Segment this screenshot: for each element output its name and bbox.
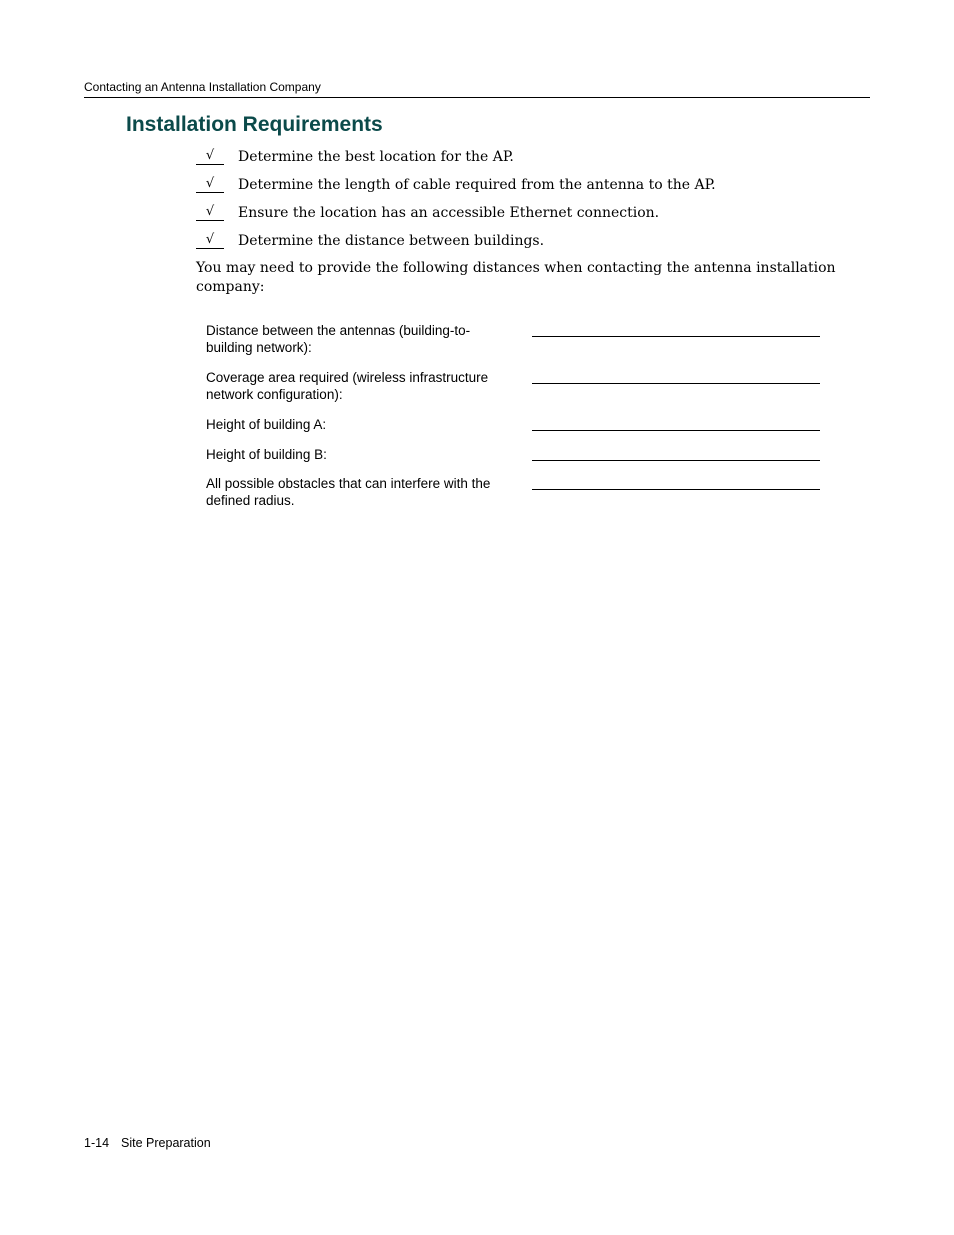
form-row-label: Distance between the antennas (building-to-building network): (206, 323, 471, 355)
fill-in-blank-line (532, 383, 820, 384)
running-header: Contacting an Antenna Installation Company (84, 80, 321, 94)
form-row-label: Height of building A: (206, 417, 327, 432)
header-rule (84, 97, 870, 98)
checklist-item (196, 229, 856, 257)
form-row-label: Coverage area required (wireless infrastructure network configuration): (206, 370, 489, 402)
running-footer (84, 1136, 211, 1151)
checkmark-icon: √ (196, 145, 224, 165)
requirements-checklist (196, 145, 856, 257)
checklist-item (196, 201, 856, 229)
section-title: Installation Requirements (126, 113, 383, 136)
checkmark-icon: √ (196, 173, 224, 193)
checklist-item-text: Determine the length of cable required from the antenna to the AP. (238, 177, 716, 193)
checkmark-icon: √ (196, 229, 224, 249)
checkmark-icon: √ (196, 201, 224, 221)
checklist-item-text: Ensure the location has an accessible Ethernet connection. (238, 205, 660, 221)
checklist-item-text: Determine the best location for the AP. (238, 149, 514, 165)
footer-chapter-title: Site Preparation (121, 1136, 211, 1150)
fill-in-blank-line (532, 336, 820, 337)
fill-in-blank-line (532, 430, 820, 431)
checklist-item (196, 145, 856, 173)
checklist-item-text: Determine the distance between buildings. (238, 233, 545, 249)
checklist-item (196, 173, 856, 201)
form-row-label: Height of building B: (206, 447, 327, 462)
fill-in-blank-line (532, 460, 820, 461)
form-row-label: All possible obstacles that can interfere with the defined radius. (206, 476, 491, 508)
fill-in-blank-line (532, 489, 820, 490)
page-number: 1-14 (84, 1136, 110, 1150)
intro-paragraph: You may need to provide the following distances when contacting the antenna installation company: (196, 260, 836, 295)
